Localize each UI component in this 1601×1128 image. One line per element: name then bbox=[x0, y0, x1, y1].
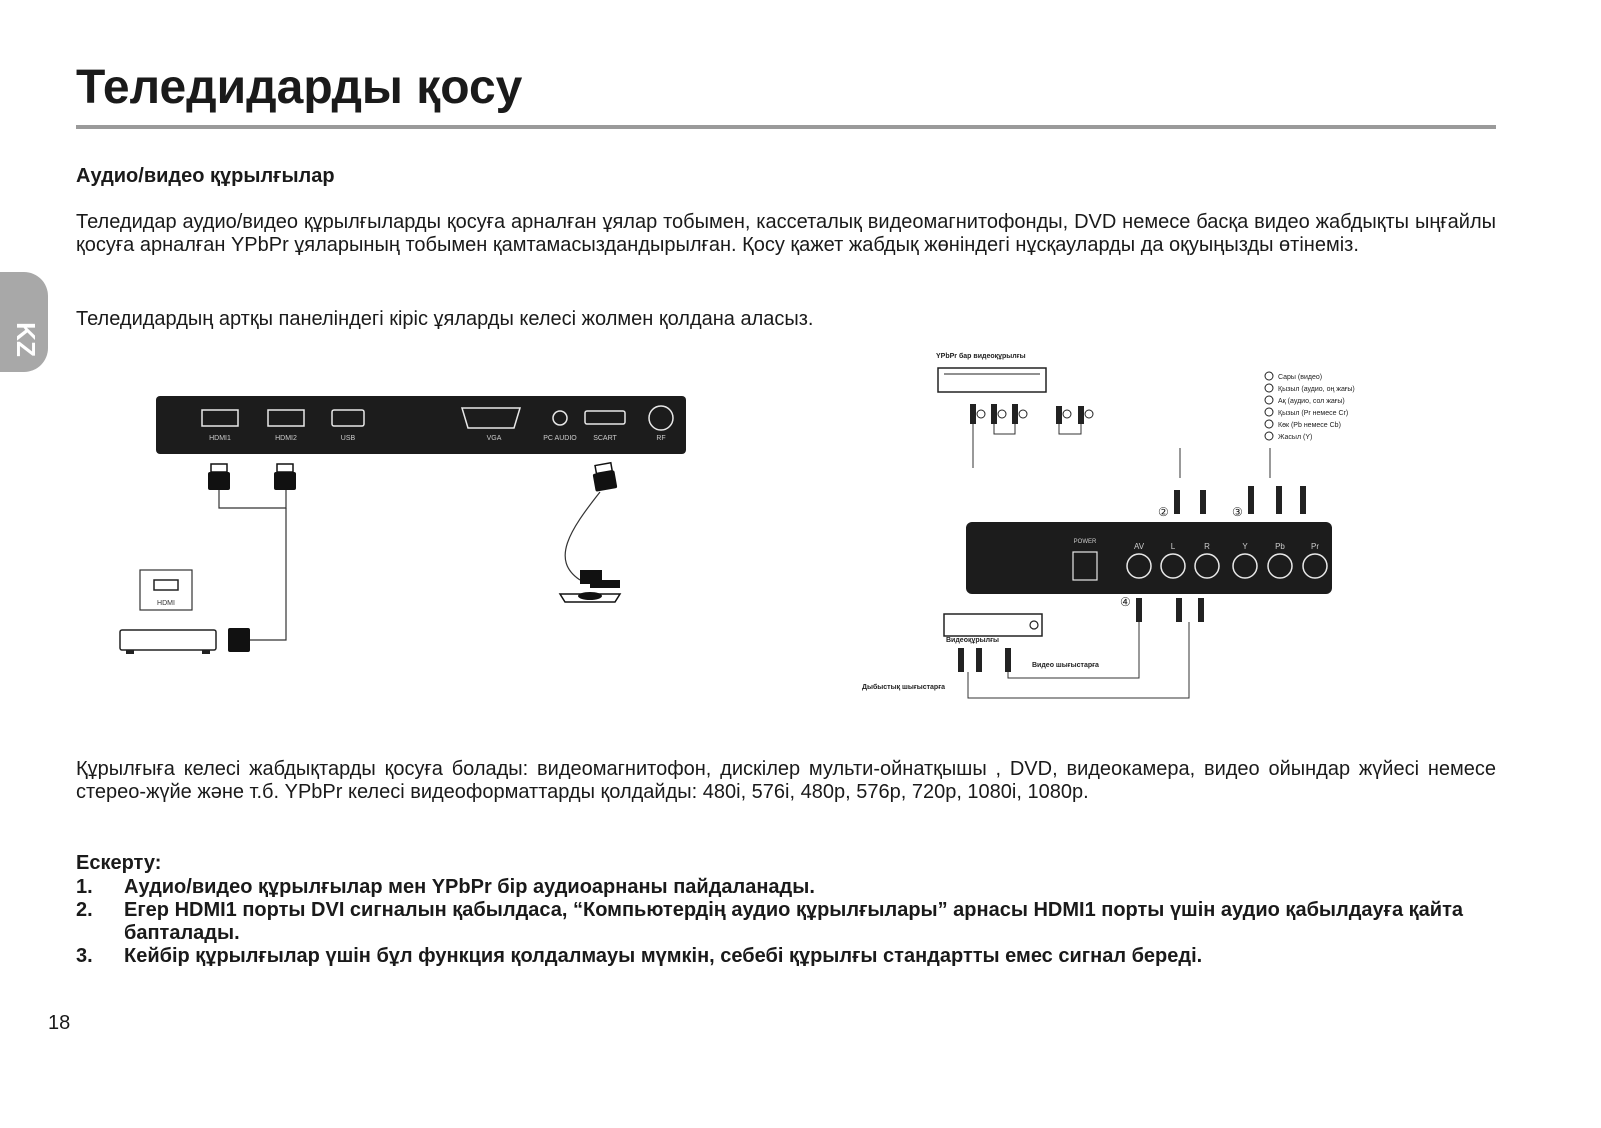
video-device-label: Видеоқұрылғы bbox=[946, 637, 999, 644]
port-label-rf: RF bbox=[656, 435, 666, 442]
intro-paragraph: Теледидар аудио/видео құрылғыларды қосуға арналған ұялар тобымен, кассеталық видеомагнитофонды, DVD немесе басқа видео жабдықты ыңғайлы қосуға арналған YPbPr ұяларының тобымен қамтамасыздандырылған. Қосу қажет жабдық жөніндегі нұсқауларды да оқуыңызды өтінеміз. bbox=[76, 211, 1496, 256]
hdmi-device-label: HDMI bbox=[157, 600, 175, 607]
panel-label-av: AV bbox=[1133, 542, 1145, 551]
port-label-vga: VGA bbox=[486, 435, 502, 442]
panel-label-l: L bbox=[1170, 542, 1176, 551]
devices-paragraph: Құрылғыға келесі жабдықтарды қосуға болады: видеомагнитофон, дискілер мульти-ойнатқышы , DVD, видеокамера, видео ойындар жүйесі немесе стерео-жүйе және т.б. YPbPr келесі видеоформаттарды қолдайды: 480i, 576i, 480p, 576p, 720p, 1080i, 1080p. bbox=[76, 758, 1496, 803]
note-number: 3. bbox=[76, 945, 93, 967]
instruction-paragraph: Теледидардың артқы панеліндегі кіріс ұяларды келесі жолмен қолдана аласыз. bbox=[76, 308, 814, 330]
hdmi-cable-line bbox=[219, 490, 286, 508]
note-number: 2. bbox=[76, 899, 93, 921]
note-title: Ескерту: bbox=[76, 852, 162, 874]
tv-side-panel bbox=[966, 522, 1332, 594]
scart-plug-icon bbox=[593, 463, 618, 492]
ypbpr-device-label: YPbPr бар видеоқұрылғы bbox=[936, 353, 1026, 360]
marker-2: ② bbox=[1158, 505, 1169, 519]
note-item bbox=[76, 899, 1496, 945]
hdmi-scart-connection-diagram bbox=[110, 380, 710, 670]
panel-label-y: Y bbox=[1242, 542, 1248, 551]
hdmi-device-plug-icon bbox=[228, 628, 250, 652]
tv-rear-panel bbox=[156, 396, 686, 454]
audio-out-label: Дыбыстық шығыстарға bbox=[862, 684, 946, 691]
port-label-pc-audio: PC AUDIO bbox=[543, 435, 577, 442]
legend-white-audio: Ақ (аудио, сол жағы) bbox=[1278, 398, 1345, 405]
page-number: 18 bbox=[48, 1012, 71, 1034]
ypbpr-audio-cable-line bbox=[1059, 424, 1081, 434]
panel-label-pr: Pr bbox=[1311, 542, 1319, 551]
note-text: Кейбір құрылғылар үшін бұл функция қолдалмауы мүмкін, себебі құрылғы стандартты емес сигнал береді. bbox=[124, 945, 1203, 967]
device-foot-right bbox=[202, 650, 210, 654]
device-foot-left bbox=[126, 650, 134, 654]
scart-connector-icon bbox=[560, 570, 620, 602]
legend-red-pr: Қызыл (Pr немесе Cr) bbox=[1278, 410, 1349, 417]
hdmi-plug-1-icon bbox=[208, 464, 230, 490]
port-label-usb: USB bbox=[340, 435, 356, 442]
section-subheading: Аудио/видео құрылғылар bbox=[76, 165, 335, 187]
video-out-label: Видео шығыстарға bbox=[1032, 662, 1099, 669]
marker-4: ④ bbox=[1120, 595, 1131, 609]
legend-yellow: Сары (видео) bbox=[1278, 374, 1323, 381]
ypbpr-device-icon bbox=[938, 368, 1046, 392]
note-text: Егер HDMI1 порты DVI сигналын қабылдаса, “Компьютердің аудио құрылғылары” арнасы HDMI1 порты үшін аудио қабылдауға қайта бапталады. bbox=[124, 899, 1464, 944]
title-divider bbox=[76, 125, 1496, 129]
power-label: POWER bbox=[1073, 539, 1097, 545]
marker-3: ③ bbox=[1232, 505, 1243, 519]
note-item bbox=[76, 876, 1496, 899]
ypbpr-plug-group bbox=[1248, 486, 1306, 514]
legend-red-audio: Қызыл (аудио, оң жағы) bbox=[1278, 386, 1355, 393]
language-side-tab bbox=[0, 272, 48, 372]
legend-blue-pb: Көк (Pb немесе Cb) bbox=[1278, 422, 1341, 429]
video-device-icon bbox=[944, 614, 1042, 636]
port-label-hdmi1: HDMI1 bbox=[209, 435, 231, 442]
panel-label-pb: Pb bbox=[1275, 542, 1285, 551]
language-tab-label: KZ bbox=[10, 322, 41, 357]
note-item bbox=[76, 945, 1496, 968]
ypbpr-drop-lines bbox=[1180, 448, 1270, 478]
color-legend bbox=[1265, 372, 1355, 441]
hdmi-plug-2-icon bbox=[274, 464, 296, 490]
port-label-hdmi2: HDMI2 bbox=[275, 435, 297, 442]
ypbpr-cable-lines bbox=[973, 424, 1015, 468]
notes-list bbox=[76, 876, 1496, 968]
ypbpr-av-connection-diagram bbox=[860, 348, 1500, 708]
scart-cable-line bbox=[565, 492, 600, 580]
hdmi-source-device-icon bbox=[120, 630, 216, 650]
av-audio-plug-group bbox=[1174, 490, 1206, 514]
video-device-plugs bbox=[958, 648, 1011, 672]
note-number: 1. bbox=[76, 876, 93, 898]
hdmi-cable-to-device bbox=[250, 508, 286, 640]
video-plug-group bbox=[1136, 598, 1204, 622]
port-label-scart: SCART bbox=[593, 435, 617, 442]
note-text: Аудио/видео құрылғылар мен YPbPr бір аудиоарнаны пайдаланады. bbox=[124, 876, 815, 898]
legend-green-y: Жасыл (Y) bbox=[1278, 434, 1313, 441]
panel-label-r: R bbox=[1204, 542, 1210, 551]
page-title: Теледидарды қосу bbox=[76, 61, 523, 114]
